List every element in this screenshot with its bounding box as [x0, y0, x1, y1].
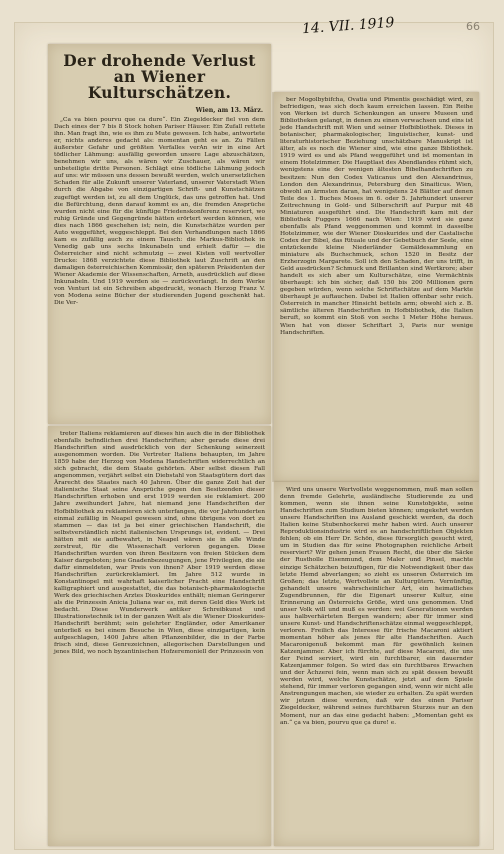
article-headline: Der drohende Verlust an Wiener Kulturschätzen. [63, 51, 256, 102]
paragraph: treter Italiens reklamieren auf dieses hin auch die in der Bibliothek ebenfalls befindlichen drei Handschriften; aber gerade diese drei Handschriften sind ausdrücklich von der Schenkung seinerzeit ausgenommen worden. Die Vertreter Italiens behaupten, im Jahre 1859 habe der Herzog von Modena Handschriften widerrechtlich an sich gebracht, die dem Staate gehörten. Aber selbst diesen Fall angenommen, verjährt selbst ein Diebstahl von Staatsgütern dort das Ärarecht des Staates nach 40 Jahren. Über die ganze Zeit hat der italienische Staat seine Ansprüche gegen den Besitzenden dieser Handschriften erhoben und erst 1919 werden sie reklamiert. 200 Jahre zweihundert Jahre, hat niemand jene Handschriften der Hofbibliothek zu reklamieren sich unterfangen, die vor Jahrhunderten einmal zufällig in Neapel gewesen sind, ohne übrigens von dort zu stammen — das ist ja bei einer griechischen Handschrift, die selbstverständlich nicht italienischen Ursprungs ist, evident. — Drei hätten mit sie aufbewahrt, in Neapel wären sie in alle Winde zerstreut, für die Wissenschaft verloren gegangen. Diese Handschriften wurden von ihren Besitzern von freien Stücken dem Kaiser dargeboten; jene Gnadenbezeugungen, jene Privilegien, die sie dafür einmeldeten, war Preis von ihnen? Aber 1919 werden diese Handschriften zurückreklamiert. Im Jahre 512 wurde in Konstantinopel mit wahrhaft kaiserlicher Pracht eine Handschrift kalligraphiert und ausgestattet, die das botanisch-pharmakologische Werk des griechischen Arztes Dioskurides enthält; nieman Geringerer als die Prinzessin Anicia Juliana war es, mit deren Geld dies Werk ist bedacht. Diese Wunderwerk antiker Schreibkunst und Illustrationstechnik ist in der ganzen Welt als die Wiener Dioskurides-Handschrift berühmt; sein gelehrter Engländer, oder Amerikaner unterließ es bei einem Besuche in Wien, diese einzigartigen, kein aufgeschlagen, 1400 Jahre alten Pflanzenbilder, die in der Farbe frisch sind, diese Genrezeichnen, allegorischen Darstellungen und jenes Bild, wo noch byzantinischen Hofzeremoniell der Prinzessin von [54, 431, 265, 656]
clipping-column-2-top [274, 92, 479, 482]
column-text [274, 92, 479, 337]
paragraph: ber Mogolbybifcha, Ovatia und Pimentis geschädigt wird, zu befriedigen, was sich doch kaum erreichen lassen. Ein Reihe von Werken ist durch Schenkungen an unsere Museen und Bibliotheken gelangt, in denen zu einen verwachsen und eins ist jede Handschrift mit Wien und seiner Hofbibliothek. Dieses in botanischer, pharmakologischer, linguistischer, kunst- und literaturhistorischer Beziehung unschätzbare Manuskript ist älter, als es noch die Wiener sind, wie eine ganze Bibliothek. 1919 wird es und als Pfand weggeführt und ist momentan in einem Hotelzimmer. Die Hauptlast des Abendlandes rühmt sich, wenigstens eine der wenigen ältesten Bibelhandschriften zu besitzen: Nun den Codex Vaticanus und den Alexandrinus, London den Alexandrinus, Petersburg den Sinaiticus. Wien, obwohl an ärmsten daran, hat wenigstens 24 Blätter auf denen Teile des 1. Buches Moses im 6. oder 5. Jahrhundert unserer Zeitrechnung in Gold- und Silberschrift auf Purpur mit 48 Miniaturen ausgeführt sind. Die Handschrift kam mit der Bibliothek Fuggers 1666 nach Wien: 1919 wird sie ganz ebenfalls als Pfand weggenommen und kommt in dasselbe Hotelzimmer, wie der Wiener Dioskurides und der Castalische Codex der Bibel, das Rituale und der Gebetbuch der Seele, eine entzückende kleine Niederländer Gemäldesammlung en miniature als Buchschmuck, schon 1520 in Besitz der Erzherzogin Margarete. Soll ich den Schaden, der uns trifft, in Geld ausdrücken? Schmuck und Brillanten sind Wertkrore; aber handelt es sich aber um Kulturschätze, eine Vermächtnis überhaupt: ich bin sicher, daß 150 bis 200 Millionen gern gegeben würden, wenn solche Schriftschätze auf dem Markte überhaupt je auftauchen. Dabei ist Italien offenbar sehr reich. Österreich in mancher Hinsicht betteln arm; obwohl sich z. B. sämtliche älteren Handschriften in Hofbibliothek, die Italien beruft, so kommt ein Stoß von sechs 1 Meter Höhe heraus. Wien hat von dieser Schriftart 3, Paris nur wenige Handschriften. [280, 97, 473, 336]
clipping-column-1-bottom [48, 426, 271, 846]
paragraph: „Ca va bien pourvu que ca dure“. Ein Ziegeldecker fiel von dem Dach eines der 7 bis 8 Stock hohen Pariser Häuser. Ein Zufall rettete ihn. Man fragt ihn, wie es ihm zu Mute gewesen. Ich habe, antwortete er, nichts anderes gedacht als: momentan geht es an. Zu Fällen äußerster Gefahr und größten Verfalles verAn wir in eine Art tödlicher Lähmung: ausfällig geworden unsere Lage abzuschätzen, benehmen wir uns, als wären wir Zuschauer, als wären wir unbeteiligte dritte Personen. Schlägt eine tödliche Lähmung jedoch auf uns: wir müssen uns dessen bewußt werden, welch unersetzlichen Schaden für alle Zukunft unserer Vaterland, unserer Vaterstadt Wien durch die Abgabe von einzigartigen Schrift- und Kunstschätzen zugefügt werden ist, zu all dem Unglück, das uns getroffen hat. Und die Befürchtung, denn darauf kommt es an, die fremden Ansprüche wurden nicht eine für die künftige Friedenskonferenz reserviert, wo ruhig Gründe und Gegengründe hätten erörtert werden können, wie dies nach 1866 geschehen ist; nein, die Kunstschätze wurden per Auto weggeführt, weggeschleppt. Bei den Verhandlungen nach 1866 kam es zufällig auch zu einem Tausch: die Markus-Bibliothek in Venedig gab uns sechs Inkunabeln und erhielt dafür — die Österreicher sind nicht schmutzig — zwei Kisten voll wertvoller Drucke: 1868 verzichtete diese Bibliothek laut Zuschrift an den damaligen österreichischen Kommissär, den späteren Präsidenten der Wiener Akademie der Wissenschaften, Arneth, ausdrücklich auf diese Inkunabeln. Und 1919 werden sie — zurückverlangt. In dem Werke von Venturi ist ein Schreiben abgedruckt, wonach Herzog Franz V. von Modena seine Bücher der studierenden Jugend geschenkt hat. Die Ver- [54, 117, 265, 307]
handwritten-date: 14. VII. 1919 [301, 14, 395, 38]
article-dateline: Wien, am 13. März. [195, 107, 263, 114]
paragraph: Wird uns unsere Wertvollste weggenommen, muß man sollen denn fremde Gelehrte, ausländische Studierende zu und kommen, wenn sie ihnen seine Kunstobjekte, seine Handschriften zum Studium bieten können; umgekehrt werden unsere Handschriften ins Ausland geschickt werden, da doch Italien keine Stubenhockerei mehr haben wird. Auch unserer Reproduktionsindustrie wird es an handschriftlichen Objekten fehlen; ob ein Herr Dr. Schön, diese fürsorglich gesucht wird, um in Studien das für seine Photographen reichliche Arbeit reserviert? Wir gehen jenen Frauen Recht, die über die Säcke der Rustholle Eisenmund, dem Maler und Pinsel, machte einzige Schätzchen beizufügen, für die Notwendigkeit über das letzte Hemd abverlangen; so zieht es unseren Österreich im Großen; das letzte, Wertvollste an Kulturgütern. Vernünftig, gehandelt unsere wahrscheinlicher Art, ein heimatliches Zugendbrunnen, für die Eigenart unserer Kultur, eine Erinnerung an Österreichs Größe, wird uns genommen. Und unser Volk will und muß es werden: wei Generationen werden aus halbverhärteten Bergen wandern; aber für immer sind unsere Kunst- und Handschriftenschätze einmal weggeschleppt, verloren. Freilich das Interesse für frische Macaroni aktiert momentan höher als jenes für alte Handschriften. Auch Macaronigenuß bekommt man für gewöhnlich keinen Katzenjammer. Aber ich fürchte, auf diese Macaroni, die uns der Feind serviert, wird ein furchtbarer, ein dauernder Katzenjammer folgen. So wird das ein furchtbares Erwachen und der Ächzerei fein, wenn man sich zu spät dessen bewußt werden wird, welche Kunstschätze, jetzt auf dem Spiele stehend, für immer verloren gegangen sind, wenn wir nicht alle Anstrengungen machen, sie wieder zu erhalten. Zu spät werden wir jetzen diese werden, daß wir des einen Pariser Ziegeldecker, während seines furchtbaren Sturzes nur an den Moment, nur an das eine gedacht haben: „Momentan geht es an.“ ça va bien, pourvu que ça dure! e. [280, 487, 473, 726]
fold-mark [272, 92, 274, 482]
column-text [48, 116, 271, 307]
column-text [274, 482, 479, 727]
clipping-column-1-top [48, 44, 271, 424]
page-number: 66 [466, 20, 480, 33]
clipping-column-2-bottom [274, 482, 479, 846]
column-text [48, 426, 271, 657]
